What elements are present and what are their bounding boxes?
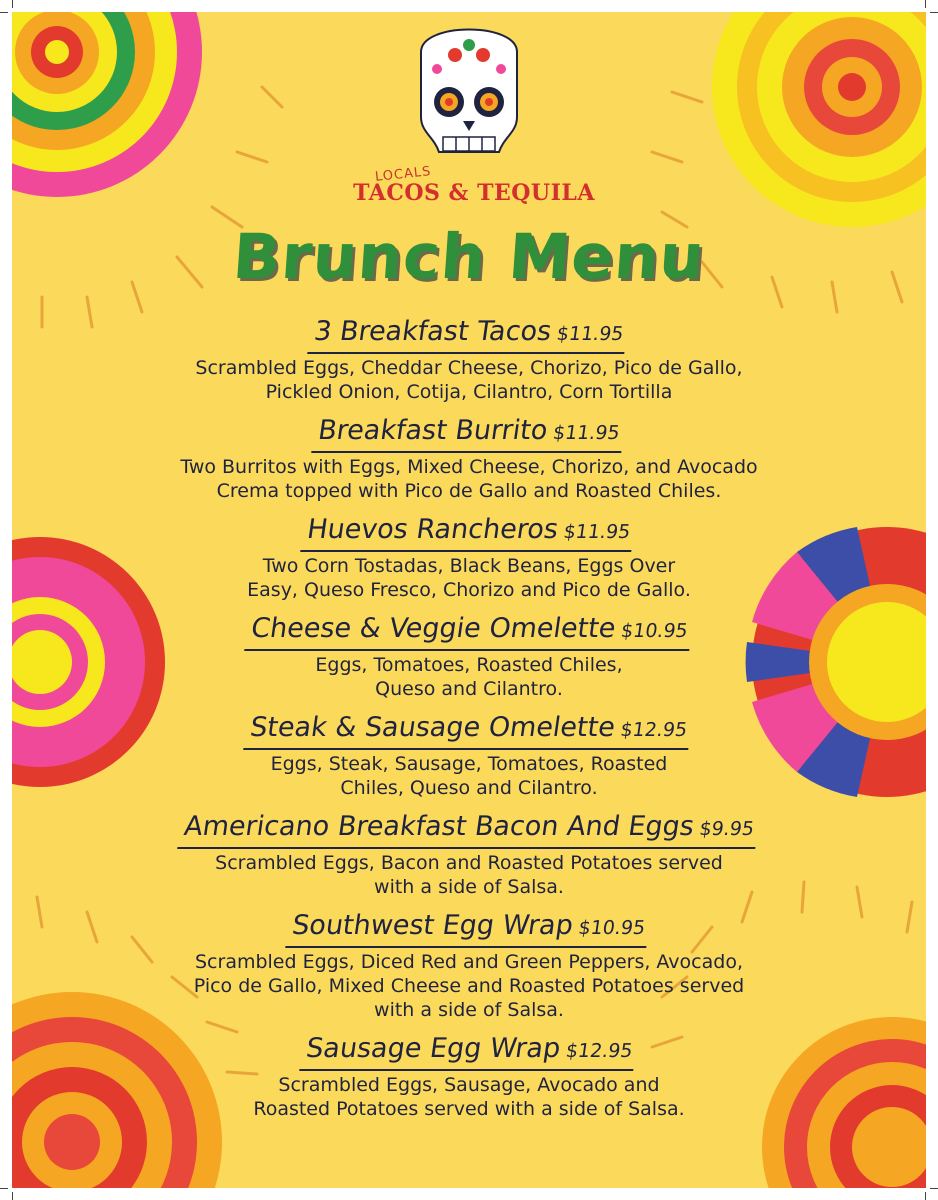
menu-item — [12, 611, 926, 701]
item-price: $12.95 — [619, 719, 690, 741]
item-title — [308, 314, 631, 354]
description-line: Pickled Onion, Cotija, Cilantro, Corn Tortilla — [265, 381, 673, 403]
menu-item — [12, 1031, 926, 1121]
description-line: with a side of Salsa. — [374, 876, 564, 898]
item-price: $9.95 — [698, 818, 756, 840]
description-line: Queso and Cilantro. — [375, 678, 563, 700]
item-name: Southwest Egg Wrap — [290, 910, 576, 941]
description-line: Easy, Queso Fresco, Chorizo and Pico de Gallo. — [247, 579, 691, 601]
flower-icon — [12, 12, 202, 197]
crop-mark — [0, 12, 8, 13]
item-description — [12, 851, 926, 899]
item-name: Cheese & Veggie Omelette — [248, 613, 618, 644]
item-price: $10.95 — [619, 620, 689, 642]
description-line: Two Corn Tostadas, Black Beans, Eggs Over — [262, 555, 676, 577]
item-description — [12, 752, 926, 800]
brand-name: TACOS & TEQUILA — [353, 180, 595, 206]
description-line: Scrambled Eggs, Bacon and Roasted Potatoes served — [215, 852, 723, 874]
item-title — [244, 710, 695, 750]
crop-mark — [12, 1192, 13, 1200]
description-line: with a side of Salsa. — [374, 999, 564, 1021]
crop-mark — [0, 1188, 8, 1189]
menu-item — [12, 710, 926, 800]
item-price: $10.95 — [577, 917, 648, 939]
menu-item — [12, 908, 926, 1022]
description-line: Scrambled Eggs, Sausage, Avocado and — [278, 1074, 660, 1096]
item-title — [286, 908, 653, 948]
crop-mark — [930, 12, 938, 13]
menu-item — [12, 809, 926, 899]
description-line: Two Burritos with Eggs, Mixed Cheese, Chorizo, and Avocado — [180, 456, 758, 478]
crop-mark — [925, 0, 926, 8]
item-name: Huevos Rancheros — [305, 514, 561, 545]
description-line: Crema topped with Pico de Gallo and Roasted Chiles. — [216, 480, 722, 502]
item-price: $12.95 — [564, 1040, 634, 1062]
description-line: Pico de Gallo, Mixed Cheese and Roasted Potatoes served — [193, 975, 745, 997]
item-name: Steak & Sausage Omelette — [248, 712, 618, 743]
menu-title: Brunch Menu — [230, 220, 708, 293]
item-price: $11.95 — [562, 521, 633, 543]
description-line: Chiles, Queso and Cilantro. — [340, 777, 598, 799]
item-title — [244, 611, 694, 651]
description-line: Roasted Potatoes served with a side of Salsa. — [253, 1098, 685, 1120]
description-line: Eggs, Tomatoes, Roasted Chiles, — [315, 654, 623, 676]
description-line: Eggs, Steak, Sausage, Tomatoes, Roasted — [270, 753, 668, 775]
item-description — [12, 1073, 926, 1121]
item-description — [12, 356, 926, 404]
crop-mark — [925, 1192, 926, 1200]
brand-small-label: LOCALS — [374, 164, 433, 185]
sugar-skull-icon — [421, 30, 517, 153]
menu-items — [12, 314, 926, 1130]
item-name: Americano Breakfast Bacon And Eggs — [182, 811, 697, 842]
item-title — [177, 809, 761, 849]
crop-mark — [12, 0, 13, 8]
menu-page — [12, 12, 926, 1188]
item-price: $11.95 — [555, 323, 626, 345]
description-line: Scrambled Eggs, Diced Red and Green Peppers, Avocado, — [195, 951, 743, 973]
item-name: Sausage Egg Wrap — [303, 1033, 563, 1064]
item-description — [12, 455, 926, 503]
item-description — [12, 950, 926, 1022]
menu-item — [12, 314, 926, 404]
crop-mark — [930, 1188, 938, 1189]
menu-item — [12, 512, 926, 602]
item-title — [301, 512, 638, 552]
description-line: Scrambled Eggs, Cheddar Cheese, Chorizo, Pico de Gallo, — [195, 357, 743, 379]
item-title — [311, 413, 626, 453]
item-description — [12, 554, 926, 602]
item-title — [299, 1031, 639, 1071]
item-name: Breakfast Burrito — [316, 415, 550, 446]
menu-item — [12, 413, 926, 503]
item-name: 3 Breakfast Tacos — [312, 316, 554, 347]
item-price: $11.95 — [551, 422, 622, 444]
item-description — [12, 653, 926, 701]
